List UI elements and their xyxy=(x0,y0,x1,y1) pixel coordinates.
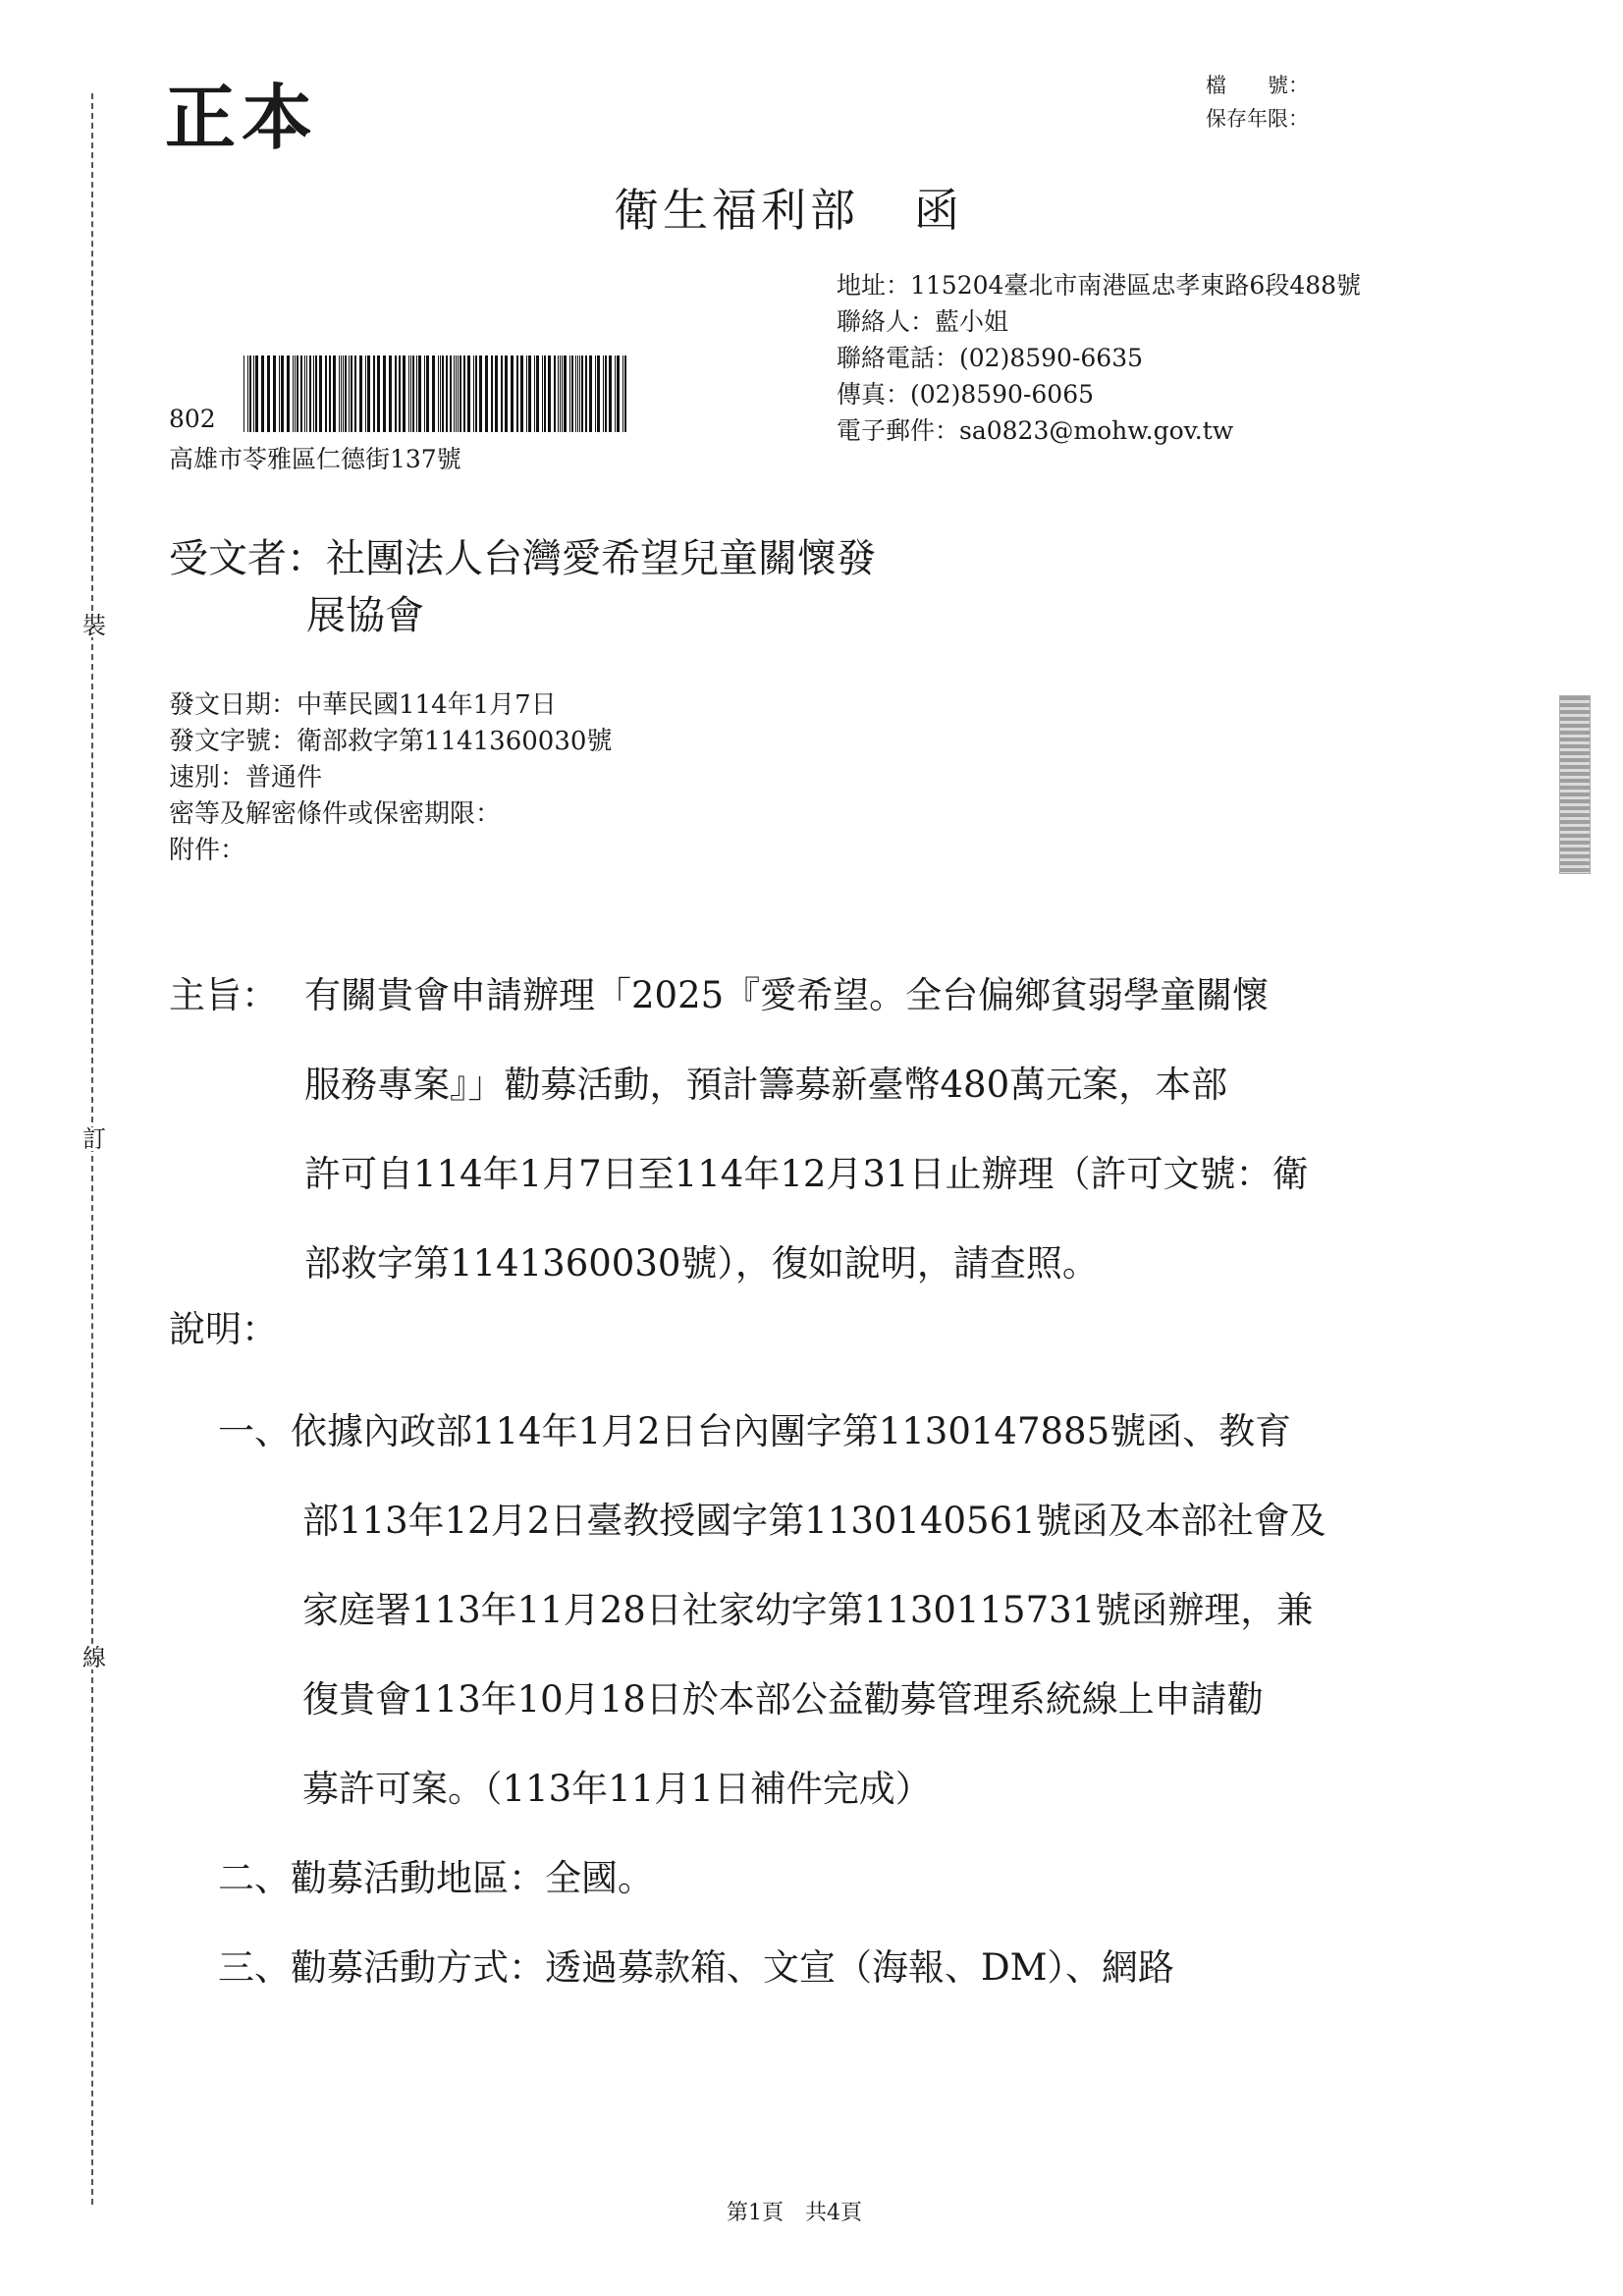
side-seal-mark xyxy=(1559,695,1591,874)
subject-line: 許可自114年1月7日至114年12月31日止辦理（許可文號：衛 xyxy=(304,1153,1309,1195)
item-line: 一、依據內政部114年1月2日台內團字第1130147885號函、教育 xyxy=(218,1410,1292,1452)
contact-fax: 傳真：(02)8590-6065 xyxy=(837,380,1095,409)
mailing-zip: 802 xyxy=(169,405,216,433)
explanation-item-2 xyxy=(218,1833,1485,1923)
item-line: 募許可案。（113年11月1日補件完成） xyxy=(302,1768,932,1810)
recipient-line-2: 展協會 xyxy=(306,593,424,638)
item-line: 三、勸募活動方式：透過募款箱、文宣（海報、DM）、網路 xyxy=(218,1946,1175,1989)
secrecy-level: 密等及解密條件或保密期限： xyxy=(169,799,502,829)
item-line: 復貴會113年10月18日於本部公益勸募管理系統線上申請勸 xyxy=(302,1678,1264,1721)
page-number: 第1頁 共4頁 xyxy=(727,2201,862,2225)
barcode xyxy=(243,355,628,432)
recipient-line-1: 受文者：社團法人台灣愛希望兒童關懷發 xyxy=(169,536,876,581)
attachments: 附件： xyxy=(169,836,246,865)
subject-line: 有關貴會申請辦理「2025『愛希望。全台偏鄉貧弱學童關懷 xyxy=(304,974,1270,1016)
document-number: 發文字號：衛部救字第1141360030號 xyxy=(169,727,613,756)
recipient xyxy=(169,530,876,644)
item-line: 部113年12月2日臺教授國字第1130140561號函及本部社會及 xyxy=(302,1500,1326,1542)
retention-period: 保存年限： xyxy=(1206,107,1309,131)
binding-mark-bottom: 線 xyxy=(82,1644,106,1671)
document-type: 函 xyxy=(914,184,963,237)
original-copy-stamp: 正本 xyxy=(165,76,319,159)
binding-mark-middle: 訂 xyxy=(82,1125,106,1153)
contact-email: 電子郵件：sa0823@mohw.gov.tw xyxy=(837,416,1234,445)
explanation-label: 說明： xyxy=(169,1308,278,1350)
explanation-item-3 xyxy=(218,1923,1485,2012)
document-meta xyxy=(169,687,612,869)
issue-date: 發文日期：中華民國114年1月7日 xyxy=(169,690,557,720)
contact-phone: 聯絡電話：(02)8590-6635 xyxy=(837,344,1144,372)
file-meta xyxy=(1206,69,1309,136)
document-title xyxy=(614,175,963,240)
item-line: 二、勸募活動地區：全國。 xyxy=(218,1857,654,1899)
mailing-address: 高雄市苓雅區仁德街137號 xyxy=(169,445,461,473)
subject-line: 部救字第1141360030號），復如說明，請查照。 xyxy=(304,1242,1099,1285)
explanation-item-1 xyxy=(218,1387,1485,1833)
subject-label: 主旨： xyxy=(169,974,278,1016)
binding-mark-top: 裝 xyxy=(82,612,106,639)
contact-block xyxy=(837,267,1361,449)
subject-line: 服務專案』」勸募活動，預計籌募新臺幣480萬元案，本部 xyxy=(304,1064,1228,1106)
agency-name: 衛生福利部 xyxy=(614,184,859,237)
file-number: 檔 號： xyxy=(1206,74,1309,97)
delivery-speed: 速別：普通件 xyxy=(169,763,323,793)
subject xyxy=(169,951,1475,1308)
item-line: 家庭署113年11月28日社家幼字第1130115731號函辦理，兼 xyxy=(302,1589,1314,1631)
contact-address: 地址：115204臺北市南港區忠孝東路6段488號 xyxy=(837,271,1362,300)
contact-person: 聯絡人：藍小姐 xyxy=(837,307,1009,336)
